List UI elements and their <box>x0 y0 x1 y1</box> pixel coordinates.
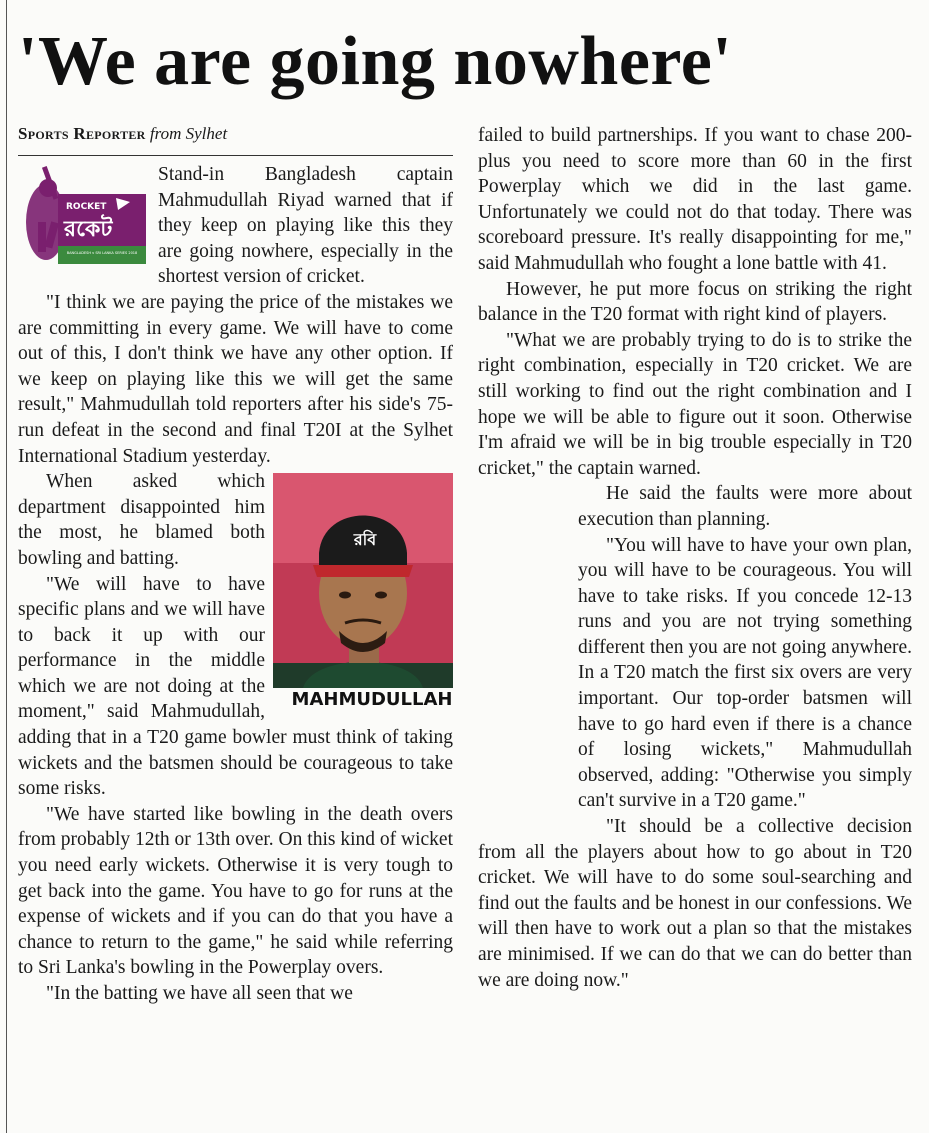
cap-logo-text: রবি <box>353 530 377 550</box>
photo-caption: MAHMUDULLAH <box>291 689 453 711</box>
paragraph-2: "I think we are paying the price of the mistakes we are committing in every game. We will have to come out of this, I don't think we have any other option. If we keep on playing like this we will get the same result," Mahmudullah told reporters after his side's 75-run defeat in the second and final T20I at the Sylhet International Stadium yesterday. <box>18 291 453 467</box>
paragraph-10: He said the faults were more about execution than planning. <box>578 483 912 530</box>
paragraph-1: Stand-in Bangladesh captain Mahmudullah Riyad warned that if they keep on playing like this they are going nowhere, especially in the shortest version of cricket. <box>158 164 453 288</box>
photo-block <box>273 473 469 710</box>
logo-series-text: BANGLADESH v SRI LANKA SERIES 2018 <box>66 251 138 255</box>
photo-wrap-spacer <box>478 481 578 826</box>
paragraph-6: "In the batting we have all seen that we <box>46 983 353 1004</box>
paragraph-8: However, he put more focus on striking the right balance in the T20 format with right kind of players. <box>478 278 912 326</box>
paragraph-9: "What we are probably trying to do is to strike the right combination, especially in T20 cricket. We are still working to find out the right combination and I hope we will be able to figure out it soon. Otherwise I'm afraid we will be in big trouble especially in T20 cricket," the captain warned. <box>478 329 912 479</box>
paragraph-7: failed to build partnerships. If you want to chase 200-plus you need to score more than 60 in the first Powerplay which we did in the last game. Unfortunately we could not do that today. There was scoreboard pressure. It's really disappointing for me," said Mahmudullah who fought a lone battle with 41. <box>478 125 912 274</box>
paragraph-12: "It should be a collective decision from all the players about how to go about in T20 cricket. We will have to do some soul-searching and find out the faults and be honest in our confessions. We will then have to work out a plan so that the mistakes are minimised. If we can do that we can do better than we are doing now." <box>478 816 912 991</box>
paragraph-3: When asked which department disappointed him the most, he blamed both bowling and batting. <box>18 471 265 569</box>
logo-brand-text: ROCKET <box>66 202 107 212</box>
paragraph-5: "We have started like bowling in the death overs from probably 12th or 13th over. On this kind of wicket you need early wickets. Otherwise it is very tough to get back into the game. You have to go for runs at the expense of wickets and if you can do that you have a chance to return to the game," he said while referring to Sri Lanka's bowling in the Powerplay overs. <box>18 803 453 979</box>
article-column-right <box>478 123 912 993</box>
byline-reporter: Sports Reporter <box>18 124 146 143</box>
rocket-series-logo <box>18 164 148 278</box>
paragraph-4: "We will have to have specific plans and we will have to back it up with our performance in the middle which we are not doing at the moment," said Mahmudullah, adding that in a T20 game bowler must think of taking wickets and the batsmen should be courageous to take some risks. <box>18 573 453 800</box>
player-photo <box>273 473 453 688</box>
byline <box>18 123 453 156</box>
paragraph-11: "You will have to have your own plan, you will have to be courageous. You will have to take risks. If you concede 12-13 runs and you are not trying something different then you are not going anywhere. In a T20 match the first six overs are very important. Our top-order batsmen will have to go hard even if there is a chance of losing wickets," Mahmudullah observed, adding: "Otherwise you simply can't survive in a T20 game." <box>578 534 912 812</box>
headline: 'We are going nowhere' <box>18 23 733 100</box>
column-rule <box>6 0 7 1133</box>
logo-script-text: রকেট <box>64 217 113 242</box>
article-column-left <box>18 123 453 1007</box>
byline-location: from Sylhet <box>149 124 228 143</box>
cricketer-logo-graphic <box>18 164 148 278</box>
